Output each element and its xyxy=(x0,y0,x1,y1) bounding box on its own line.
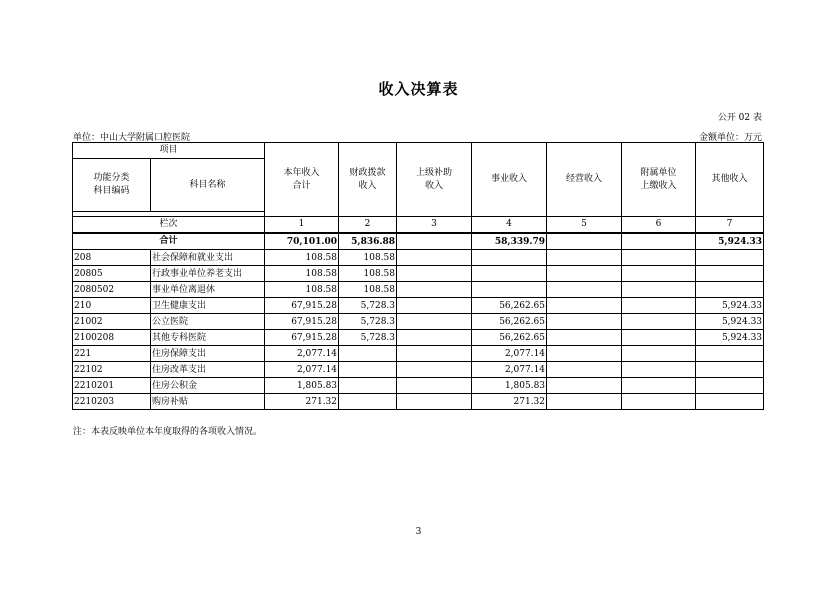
amount-cell: 271.32 xyxy=(472,394,547,410)
func-code: 21002 xyxy=(73,314,151,330)
amount-cell xyxy=(622,266,696,282)
header-row-1 xyxy=(73,143,764,159)
subject-name: 事业单位离退休 xyxy=(151,282,265,298)
amount-cell xyxy=(397,250,472,266)
amount-cell xyxy=(397,314,472,330)
amount-cell xyxy=(547,394,622,410)
amount-cell xyxy=(397,362,472,378)
amount-cell: 5,924.33 xyxy=(696,330,764,346)
amount-cell xyxy=(547,250,622,266)
subject-name: 公立医院 xyxy=(151,314,265,330)
amount-cell xyxy=(622,346,696,362)
amount-cell: 67,915.28 xyxy=(265,298,339,314)
table-row xyxy=(73,266,764,282)
amount-cell xyxy=(339,346,397,362)
subject-name: 住房保障支出 xyxy=(151,346,265,362)
amount-cell: 1,805.83 xyxy=(265,378,339,394)
amount-cell xyxy=(339,378,397,394)
column-number-row xyxy=(73,217,764,234)
amount-cell: 67,915.28 xyxy=(265,314,339,330)
amount-cell xyxy=(472,250,547,266)
amount-cell: 108.58 xyxy=(339,282,397,298)
total-value: 58,339.79 xyxy=(472,233,547,250)
header-item: 项目 xyxy=(73,143,265,159)
amount-cell xyxy=(696,282,764,298)
amount-cell xyxy=(696,266,764,282)
amount-cell xyxy=(472,266,547,282)
col-num: 6 xyxy=(622,217,696,234)
subject-name: 行政事业单位养老支出 xyxy=(151,266,265,282)
amount-cell xyxy=(696,250,764,266)
table-row xyxy=(73,298,764,314)
amount-cell xyxy=(547,266,622,282)
func-code: 210 xyxy=(73,298,151,314)
income-table xyxy=(72,142,764,410)
func-code: 2080502 xyxy=(73,282,151,298)
amount-cell: 5,728.3 xyxy=(339,330,397,346)
amount-cell xyxy=(622,250,696,266)
amount-unit: 金额单位：万元 xyxy=(698,133,762,143)
table-row xyxy=(73,378,764,394)
amount-cell xyxy=(547,346,622,362)
column-label: 栏次 xyxy=(73,217,265,234)
col-num: 3 xyxy=(397,217,472,234)
amount-cell xyxy=(547,362,622,378)
amount-cell xyxy=(622,298,696,314)
amount-cell xyxy=(547,378,622,394)
amount-cell xyxy=(547,282,622,298)
table-row xyxy=(73,346,764,362)
amount-cell: 56,262.65 xyxy=(472,298,547,314)
table-note: 注：本表反映单位本年度取得的各项收入情况。 xyxy=(73,427,263,437)
amount-cell xyxy=(622,330,696,346)
header-superior: 上级补助 收入 xyxy=(397,143,472,217)
reporting-unit: 单位：中山大学附属口腔医院 xyxy=(73,133,191,143)
table-row xyxy=(73,362,764,378)
amount-cell: 108.58 xyxy=(339,250,397,266)
amount-cell: 5,924.33 xyxy=(696,298,764,314)
header-total: 本年收入 合计 xyxy=(265,143,339,217)
total-label: 合计 xyxy=(73,233,265,250)
amount-cell: 108.58 xyxy=(265,250,339,266)
col-num: 1 xyxy=(265,217,339,234)
header-other: 其他收入 xyxy=(696,143,764,217)
income-table-body xyxy=(73,143,764,410)
total-value xyxy=(397,233,472,250)
amount-cell: 2,077.14 xyxy=(265,362,339,378)
amount-cell: 56,262.65 xyxy=(472,330,547,346)
func-code: 221 xyxy=(73,346,151,362)
amount-cell xyxy=(696,394,764,410)
header-subject-name: 科目名称 xyxy=(151,159,265,212)
amount-cell xyxy=(397,378,472,394)
total-value: 5,924.33 xyxy=(696,233,764,250)
amount-cell: 271.32 xyxy=(265,394,339,410)
amount-cell xyxy=(397,298,472,314)
amount-cell: 108.58 xyxy=(265,266,339,282)
func-code: 2210203 xyxy=(73,394,151,410)
total-value xyxy=(547,233,622,250)
subject-name: 购房补贴 xyxy=(151,394,265,410)
amount-cell: 108.58 xyxy=(339,266,397,282)
func-code: 2210201 xyxy=(73,378,151,394)
amount-cell: 2,077.14 xyxy=(265,346,339,362)
header-func-code: 功能分类 科目编码 xyxy=(73,159,151,212)
subject-name: 社会保障和就业支出 xyxy=(151,250,265,266)
func-code: 22102 xyxy=(73,362,151,378)
amount-cell: 5,924.33 xyxy=(696,314,764,330)
subject-name: 住房改革支出 xyxy=(151,362,265,378)
amount-cell xyxy=(696,362,764,378)
total-value xyxy=(622,233,696,250)
table-row xyxy=(73,282,764,298)
func-code: 20805 xyxy=(73,266,151,282)
amount-cell: 5,728.3 xyxy=(339,298,397,314)
amount-cell xyxy=(397,330,472,346)
amount-cell: 108.58 xyxy=(265,282,339,298)
page-title: 收入决算表 xyxy=(378,80,459,98)
table-row xyxy=(73,314,764,330)
form-number: 公开 02 表 xyxy=(717,113,762,123)
col-num: 7 xyxy=(696,217,764,234)
amount-cell xyxy=(622,394,696,410)
func-code: 208 xyxy=(73,250,151,266)
amount-cell xyxy=(547,314,622,330)
amount-cell xyxy=(696,378,764,394)
subject-name: 住房公积金 xyxy=(151,378,265,394)
amount-cell: 2,077.14 xyxy=(472,346,547,362)
amount-cell xyxy=(622,378,696,394)
amount-cell xyxy=(397,346,472,362)
header-operating: 经营收入 xyxy=(547,143,622,217)
amount-cell xyxy=(472,282,547,298)
amount-cell xyxy=(547,298,622,314)
total-value: 70,101.00 xyxy=(265,233,339,250)
func-code: 2100208 xyxy=(73,330,151,346)
total-value: 5,836.88 xyxy=(339,233,397,250)
amount-cell xyxy=(622,282,696,298)
amount-cell: 2,077.14 xyxy=(472,362,547,378)
amount-cell xyxy=(622,362,696,378)
amount-cell: 56,262.65 xyxy=(472,314,547,330)
table-row xyxy=(73,250,764,266)
header-business: 事业收入 xyxy=(472,143,547,217)
page-number: 3 xyxy=(415,527,422,537)
amount-cell xyxy=(339,362,397,378)
subject-name: 卫生健康支出 xyxy=(151,298,265,314)
subject-name: 其他专科医院 xyxy=(151,330,265,346)
amount-cell xyxy=(622,314,696,330)
col-num: 4 xyxy=(472,217,547,234)
amount-cell xyxy=(547,330,622,346)
amount-cell xyxy=(696,346,764,362)
amount-cell xyxy=(397,394,472,410)
total-row xyxy=(73,233,764,250)
amount-cell xyxy=(397,266,472,282)
header-fiscal: 财政拨款 收入 xyxy=(339,143,397,217)
table-row xyxy=(73,394,764,410)
amount-cell: 67,915.28 xyxy=(265,330,339,346)
col-num: 5 xyxy=(547,217,622,234)
amount-cell xyxy=(397,282,472,298)
table-row xyxy=(73,330,764,346)
col-num: 2 xyxy=(339,217,397,234)
header-affiliated: 附属单位 上缴收入 xyxy=(622,143,696,217)
amount-cell: 1,805.83 xyxy=(472,378,547,394)
amount-cell xyxy=(339,394,397,410)
amount-cell: 5,728.3 xyxy=(339,314,397,330)
